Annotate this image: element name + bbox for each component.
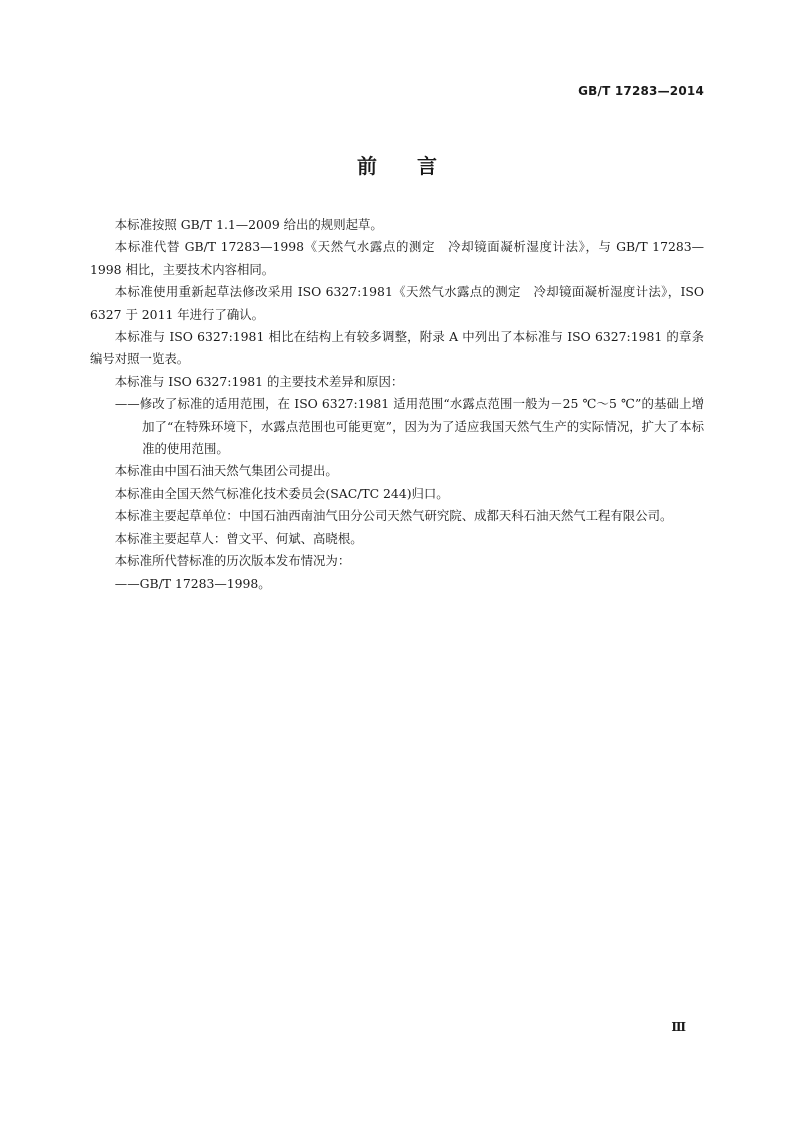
paragraph-drafters: 本标准主要起草人：曾文平、何斌、高晓根。: [114, 530, 363, 546]
paragraph-drafting-units: 本标准主要起草单位：中国石油西南油气田分公司天然气研究院、成都天科石油天然气工程有限公司。: [114, 508, 673, 524]
paragraph-drafting-rules: 本标准按照 GB/T 1.1—2009 给出的规则起草。: [114, 217, 383, 232]
list-item-difference: ——修改了标准的适用范围，在 ISO 6327:1981 适用范围“水露点范围一般为－25 ℃～5 ℃”的基础上增加了“在特殊环境下，水露点范围也可能更宽”，因为为了适应我国天然气生产的实际情况，扩大了本标准的使用范围。: [114, 396, 704, 457]
paragraph-replaces: 本标准代替 GB/T 17283—1998《天然气水露点的测定 冷却镜面凝析湿度计法》，与 GB/T 17283—1998 相比，主要技术内容相同。: [90, 239, 704, 277]
foreword-body: [90, 214, 704, 595]
paragraph-proposer: 本标准由中国石油天然气集团公司提出。: [114, 463, 338, 479]
paragraph-differences-intro: 本标准与 ISO 6327:1981 的主要技术差异和原因：: [114, 373, 404, 389]
page-title: 前言: [357, 154, 477, 178]
paragraph-adoption: 本标准使用重新起草法修改采用 ISO 6327:1981《天然气水露点的测定 冷却镜面凝析湿度计法》，ISO 6327 于 2011 年进行了确认。: [90, 284, 704, 322]
standard-number: GB/T 17283—2014: [578, 84, 704, 98]
paragraph-committee: 本标准由全国天然气标准化技术委员会(SAC/TC 244)归口。: [114, 485, 449, 501]
list-item-history: ——GB/T 17283—1998。: [114, 575, 271, 591]
page-number: Ⅲ: [671, 1020, 686, 1034]
paragraph-history-intro: 本标准所代替标准的历次版本发布情况为：: [114, 553, 351, 569]
paragraph-structure: 本标准与 ISO 6327:1981 相比在结构上有较多调整，附录 A 中列出了本标准与 ISO 6327:1981 的章条编号对照一览表。: [90, 329, 704, 367]
